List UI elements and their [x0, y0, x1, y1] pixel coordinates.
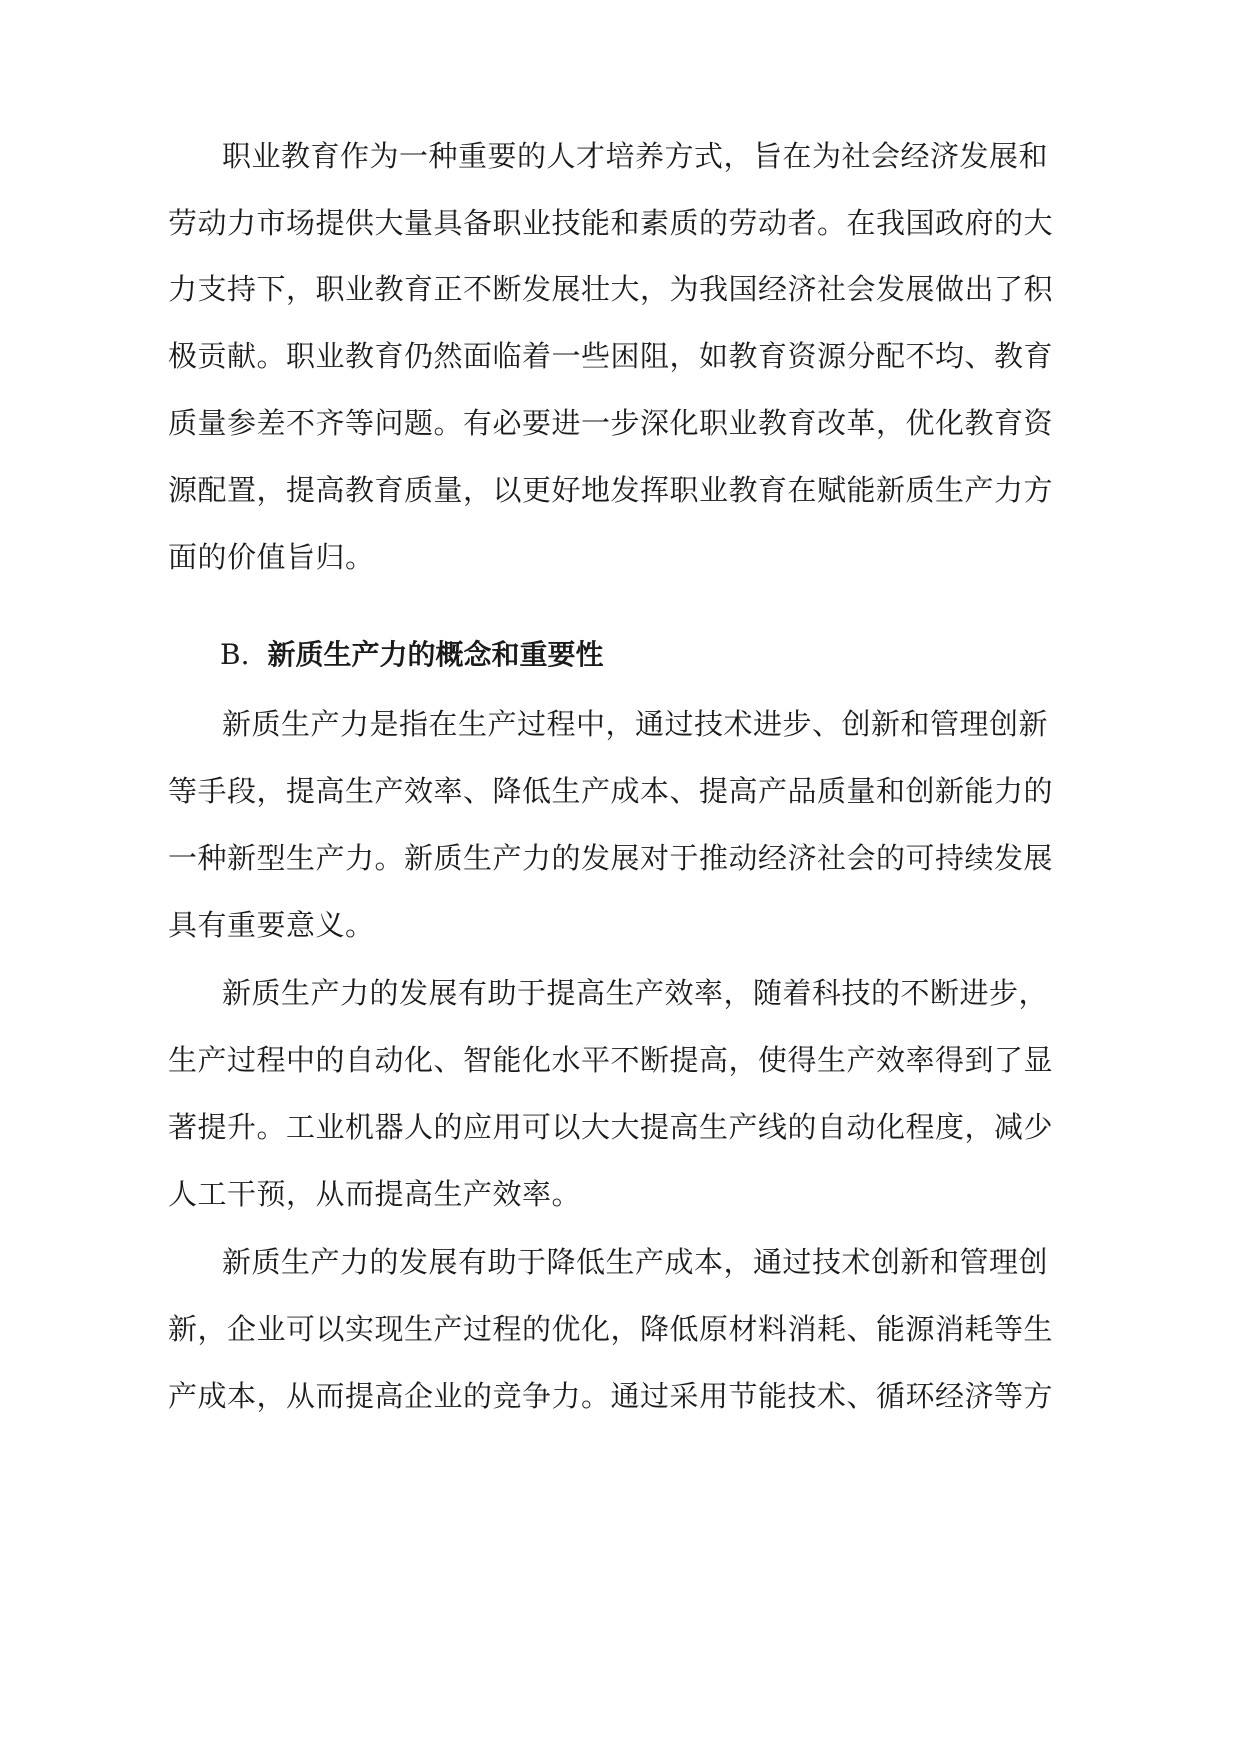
text-line: 新，企业可以实现生产过程的优化，降低原材料消耗、能源消耗等生	[168, 1312, 1054, 1346]
text-line: 新质生产力的发展有助于降低生产成本，通过技术创新和管理创	[222, 1245, 1049, 1279]
text-line: 新质生产力的发展有助于提高生产效率，随着科技的不断进步，	[222, 976, 1049, 1010]
text-line: 新质生产力是指在生产过程中，通过技术进步、创新和管理创新	[222, 707, 1049, 741]
text-line: 质量参差不齐等问题。有必要进一步深化职业教育改革，优化教育资	[168, 406, 1054, 440]
text-line: 极贡献。职业教育仍然面临着一些困阻，如教育资源分配不均、教育	[168, 339, 1054, 373]
text-line: 职业教育作为一种重要的人才培养方式，旨在为社会经济发展和	[222, 139, 1049, 173]
text-line: 面的价值旨归。	[168, 540, 375, 574]
section-title: 新质生产力的概念和重要性	[267, 638, 604, 671]
text-line: 人工干预，从而提高生产效率。	[168, 1177, 582, 1211]
text-line: 一种新型生产力。新质生产力的发展对于推动经济社会的可持续发展	[168, 841, 1054, 875]
text-line: 著提升。工业机器人的应用可以大大提高生产线的自动化程度，减少	[168, 1110, 1054, 1144]
text-line: 力支持下，职业教育正不断发展壮大，为我国经济社会发展做出了积	[168, 272, 1054, 306]
text-line: 劳动力市场提供大量具备职业技能和素质的劳动者。在我国政府的大	[168, 206, 1054, 240]
text-line: 源配置，提高教育质量，以更好地发挥职业教育在赋能新质生产力方	[168, 473, 1054, 507]
section-heading	[220, 635, 604, 675]
text-line: 等手段，提高生产效率、降低生产成本、提高产品质量和创新能力的	[168, 774, 1054, 808]
text-line: 产成本，从而提高企业的竞争力。通过采用节能技术、循环经济等方	[168, 1379, 1054, 1413]
text-line: 具有重要意义。	[168, 908, 375, 942]
text-line: 生产过程中的自动化、智能化水平不断提高，使得生产效率得到了显	[168, 1043, 1054, 1077]
section-label: B.	[220, 638, 250, 671]
